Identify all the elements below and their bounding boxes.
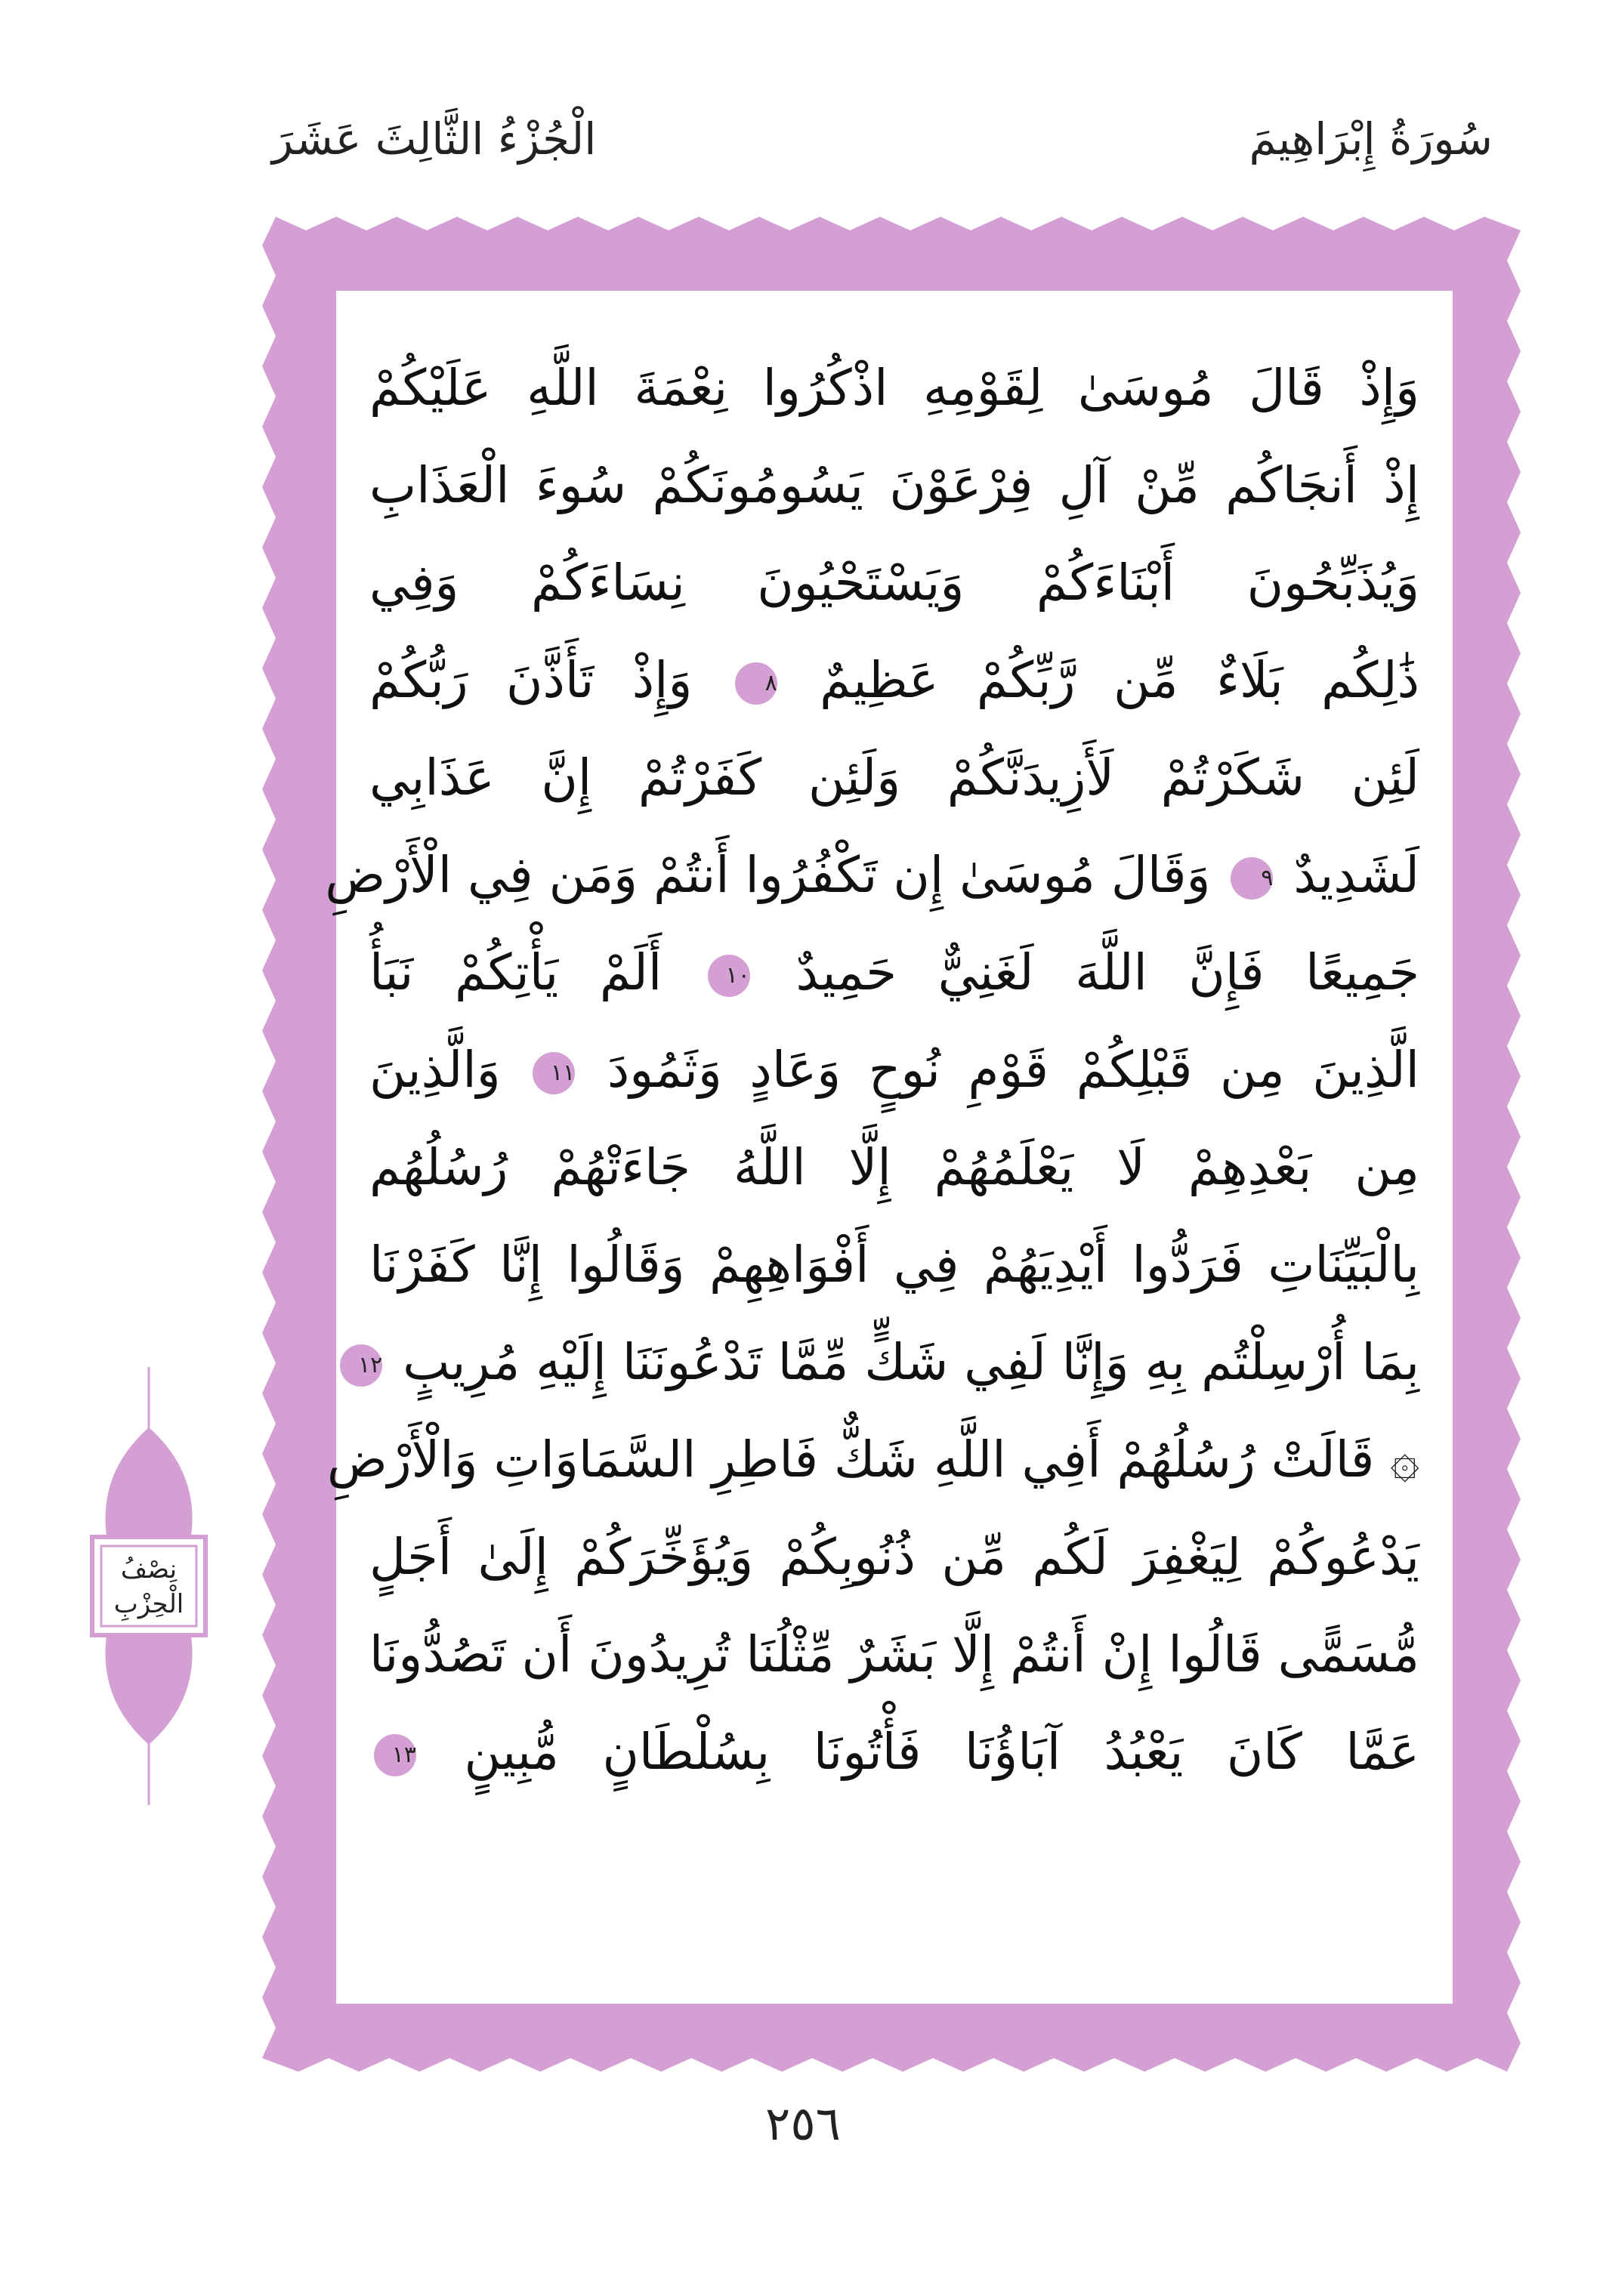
text-panel [325, 291, 1453, 2004]
surah-title: سُورَةُ إِبْرَاهِيمَ [1249, 113, 1493, 165]
verse-line [326, 1411, 1419, 1508]
ayah-number-marker: ٩ [1231, 857, 1273, 900]
ayah-number-marker: ١٢ [340, 1344, 382, 1387]
verse-line [325, 826, 1419, 924]
verse-text: ۞ قَالَتْ رُسُلُهُمْ أَفِي اللَّهِ شَكٌّ فَاطِرِ السَّمَاوَاتِ وَالْأَرْضِ [326, 1430, 1419, 1489]
verse-line [369, 729, 1419, 826]
verse-line [369, 339, 1419, 437]
verse-line [369, 1606, 1419, 1703]
verse-line [369, 1216, 1419, 1313]
verse-text: مُّسَمًّى قَالُوا إِنْ أَنتُمْ إِلَّا بَشَرٌ مِّثْلُنَا تُرِيدُونَ أَن تَصُدُّونَا [369, 1625, 1419, 1683]
verse-text: ذَٰلِكُم بَلَاءٌ مِّن رَّبِّكُمْ عَظِيمٌ [820, 651, 1419, 709]
verse-text: بِمَا أُرْسِلْتُم بِهِ وَإِنَّا لَفِي شَكٍّ مِّمَّا تَدْعُونَنَا إِلَيْهِ مُرِيبٍ [403, 1333, 1419, 1391]
verse-text: وَقَالَ مُوسَىٰ إِن تَكْفُرُوا أَنتُمْ وَمَن فِي الْأَرْضِ [325, 846, 1211, 904]
verse-text: وَالَّذِينَ [369, 1041, 501, 1099]
ayah-number-marker: ١٣ [374, 1734, 416, 1776]
verse-text: بِالْبَيِّنَاتِ فَرَدُّوا أَيْدِيَهُمْ فِي أَفْوَاهِهِمْ وَقَالُوا إِنَّا كَفَرْنَا [369, 1236, 1419, 1294]
verse-line [369, 1703, 1419, 1801]
verse-line [369, 1508, 1419, 1606]
verse-line [369, 924, 1419, 1021]
ayah-number-marker: ١١ [533, 1052, 575, 1094]
ayah-number-marker: ٨ [735, 662, 777, 705]
verse-text: وَيُذَبِّحُونَ أَبْنَاءَكُمْ وَيَسْتَحْيُونَ نِسَاءَكُمْ وَفِي [369, 554, 1419, 612]
verse-line [358, 1313, 1419, 1411]
verse-lines [325, 339, 1419, 1970]
juz-title: الْجُزْءُ الثَّالِثَ عَشَرَ [272, 113, 597, 165]
verse-text: وَإِذْ تَأَذَّنَ رَبُّكُمْ [369, 651, 693, 709]
page-frame [253, 208, 1530, 2081]
verse-text: أَلَمْ يَأْتِكُمْ نَبَأُ [369, 943, 662, 1001]
hizb-label-line1: نِصْفُ [120, 1554, 178, 1585]
page-number: ٢٥٦ [765, 2096, 841, 2151]
verse-line [369, 437, 1419, 534]
verse-text: الَّذِينَ مِن قَبْلِكُمْ قَوْمِ نُوحٍ وَعَادٍ وَثَمُودَ [607, 1041, 1419, 1099]
verse-text: جَمِيعًا فَإِنَّ اللَّهَ لَغَنِيٌّ حَمِيدٌ [795, 943, 1419, 1001]
verse-line [369, 1021, 1419, 1119]
verse-line [369, 631, 1419, 729]
ayah-number-marker: ١٠ [708, 955, 750, 997]
verse-text: لَئِن شَكَرْتُمْ لَأَزِيدَنَّكُمْ وَلَئِن كَفَرْتُمْ إِنَّ عَذَابِي [369, 748, 1419, 807]
verse-text: يَدْعُوكُمْ لِيَغْفِرَ لَكُم مِّن ذُنُوبِكُمْ وَيُؤَخِّرَكُمْ إِلَىٰ أَجَلٍ [369, 1528, 1419, 1586]
verse-text: وَإِذْ قَالَ مُوسَىٰ لِقَوْمِهِ اذْكُرُوا نِعْمَةَ اللَّهِ عَلَيْكُمْ [369, 359, 1419, 417]
verse-line [369, 534, 1419, 631]
verse-text: مِن بَعْدِهِمْ لَا يَعْلَمُهُمْ إِلَّا اللَّهُ جَاءَتْهُمْ رُسُلُهُم [369, 1138, 1419, 1196]
hizb-label-line2: الْحِزْبِ [113, 1589, 184, 1619]
verse-text: إِذْ أَنجَاكُم مِّنْ آلِ فِرْعَوْنَ يَسُومُونَكُمْ سُوءَ الْعَذَابِ [369, 456, 1419, 514]
verse-text: عَمَّا كَانَ يَعْبُدُ آبَاؤُنَا فَأْتُونَا بِسُلْطَانٍ مُّبِينٍ [464, 1723, 1419, 1781]
verse-line [369, 1119, 1419, 1216]
hizb-marker [85, 1367, 213, 1805]
hizb-marker-label [98, 1552, 199, 1622]
verse-text: لَشَدِيدٌ [1293, 846, 1419, 904]
